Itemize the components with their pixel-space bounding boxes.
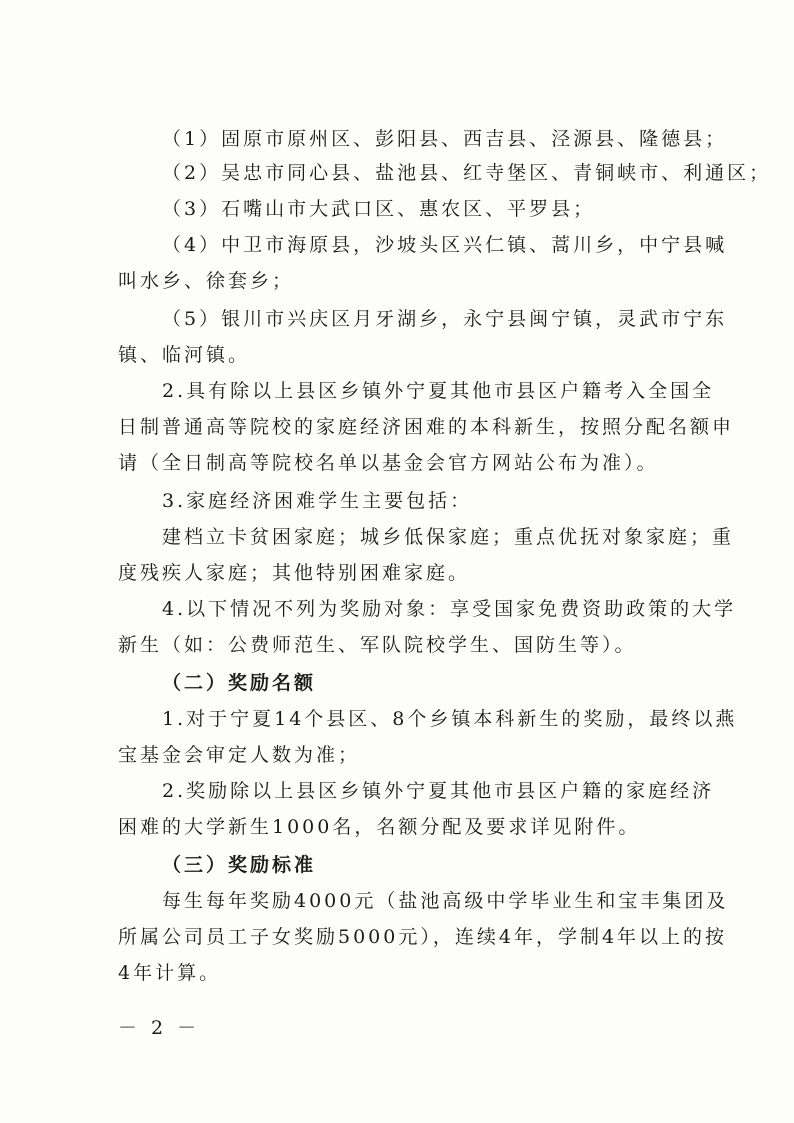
paragraph-2-line-1: 2.具有除以上县区乡镇外宁夏其他市县区户籍考入全国全 bbox=[162, 380, 715, 402]
page-number: － 2 － bbox=[118, 1017, 201, 1039]
list-item-yinchuan: （5）银川市兴庆区月牙湖乡，永宁县闽宁镇，灵武市宁东 bbox=[162, 308, 728, 330]
list-item-yinchuan-continued: 镇、临河镇。 bbox=[118, 344, 251, 366]
paragraph-4-line-2: 新生（如：公费师范生、军队院校学生、国防生等）。 bbox=[118, 634, 637, 656]
list-item-shizuishan: （3）石嘴山市大武口区、惠农区、平罗县； bbox=[162, 198, 596, 220]
quota-item-2-line-1: 2.奖励除以上县区乡镇外宁夏其他市县区户籍的家庭经济 bbox=[162, 780, 715, 802]
standard-line-3: 4年计算。 bbox=[118, 962, 222, 984]
quota-item-1-line-2: 宝基金会审定人数为准； bbox=[118, 744, 361, 766]
quota-item-2-line-2: 困难的大学新生1000名，名额分配及要求详见附件。 bbox=[118, 816, 641, 838]
paragraph-3-line-2: 度残疾人家庭；其他特别困难家庭。 bbox=[118, 562, 471, 584]
standard-line-1: 每生每年奖励4000元（盐池高级中学毕业生和宝丰集团及 bbox=[162, 890, 729, 912]
standard-line-2: 所属公司员工子女奖励5000元），连续4年，学制4年以上的按 bbox=[118, 926, 728, 948]
list-item-wuzhong: （2）吴忠市同心县、盐池县、红寺堡区、青铜峡市、利通区； bbox=[162, 162, 772, 184]
paragraph-3-title: 3.家庭经济困难学生主要包括： bbox=[162, 490, 473, 512]
paragraph-4-line-1: 4.以下情况不列为奖励对象：享受国家免费资助政策的大学 bbox=[162, 598, 737, 620]
list-item-zhongwei: （4）中卫市海原县，沙坡头区兴仁镇、蒿川乡，中宁县喊 bbox=[162, 234, 728, 256]
quota-item-1-line-1: 1.对于宁夏14个县区、8个乡镇本科新生的奖励，最终以燕 bbox=[162, 708, 738, 730]
paragraph-3-line-1: 建档立卡贫困家庭；城乡低保家庭；重点优抚对象家庭；重 bbox=[162, 526, 735, 548]
section-heading-award-quota: （二）奖励名额 bbox=[162, 672, 317, 694]
list-item-zhongwei-continued: 叫水乡、徐套乡； bbox=[118, 270, 295, 292]
list-item-guyuan: （1）固原市原州区、彭阳县、西吉县、泾源县、隆德县； bbox=[162, 128, 728, 150]
paragraph-2-line-2: 日制普通高等院校的家庭经济困难的本科新生，按照分配名额申 bbox=[118, 416, 735, 438]
section-heading-award-standard: （三）奖励标准 bbox=[162, 854, 317, 876]
paragraph-2-line-3: 请（全日制高等院校名单以基金会官方网站公布为准）。 bbox=[118, 452, 659, 474]
